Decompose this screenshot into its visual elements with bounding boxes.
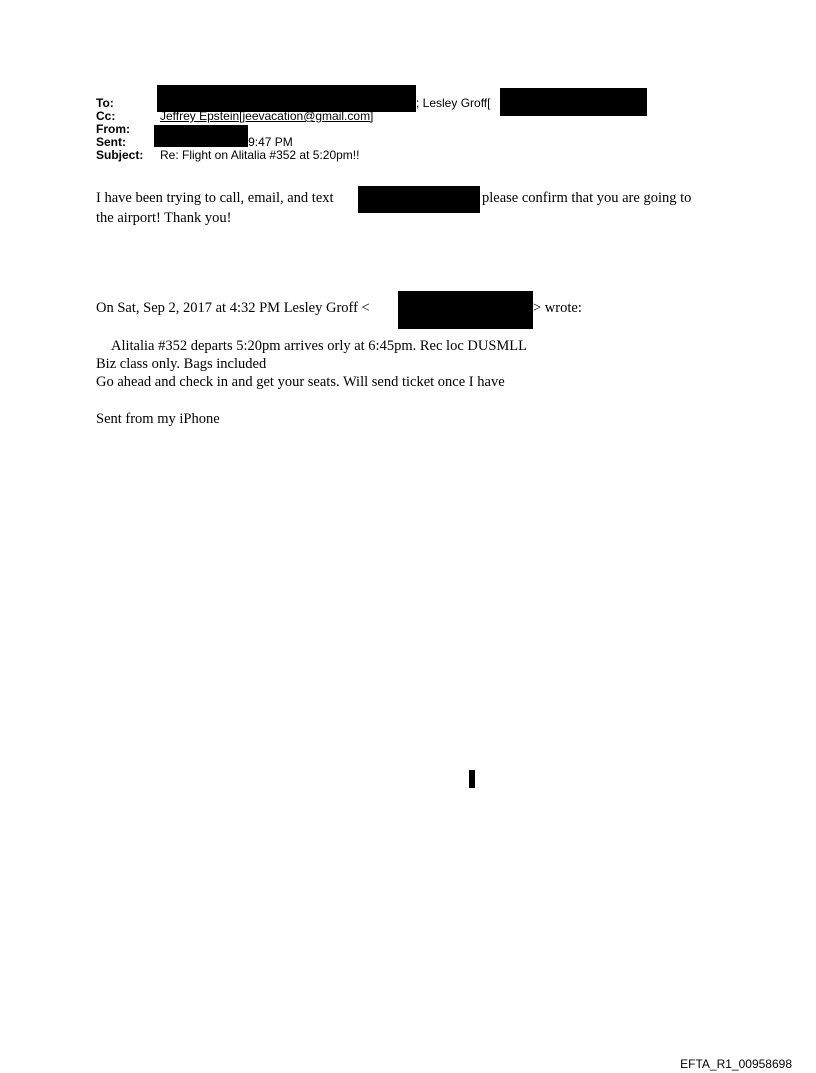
- redaction-to-secondary: [500, 88, 647, 116]
- redaction-body: [358, 186, 480, 213]
- quoted-intro: [96, 299, 370, 317]
- body-line-2: the airport! Thank you!: [96, 210, 232, 226]
- redaction-to-primary: [157, 85, 416, 112]
- to-label: To:: [96, 96, 114, 110]
- body-line-1: [96, 189, 334, 207]
- quoted-line-3: Go ahead and check in and get your seats. Will send ticket once I have: [96, 374, 505, 390]
- to-value-suffix: ; Lesley Groff[: [416, 96, 491, 110]
- subject-label: Subject:: [96, 148, 144, 162]
- subject-value: Re: Flight on Alitalia #352 at 5:20pm!!: [160, 148, 360, 162]
- sent-value: Sat 9/2/2017 2:09:47 PM: [160, 135, 293, 149]
- body-line-1-after: please confirm that you are going to: [482, 190, 692, 206]
- quoted-line-1: Alitalia #352 departs 5:20pm arrives orly at 6:45pm. Rec loc DUSMLL: [111, 338, 527, 354]
- sent-label: Sent:: [96, 135, 126, 149]
- redaction-quoted-email: [398, 291, 533, 329]
- body-line-1-before: I have been trying to call, email, and text: [96, 190, 334, 206]
- from-label: From:: [96, 122, 130, 136]
- document-id: EFTA_R1_00958698: [680, 1057, 792, 1071]
- redaction-mark-small: [469, 770, 475, 788]
- quoted-intro-before: On Sat, Sep 2, 2017 at 4:32 PM Lesley Groff <: [96, 300, 370, 316]
- quoted-signature: Sent from my iPhone: [96, 411, 220, 427]
- cc-value: Jeffrey Epstein[jeevacation@gmail.com]: [160, 109, 374, 123]
- quoted-line-2: Biz class only. Bags included: [96, 356, 267, 372]
- cc-label: Cc:: [96, 109, 116, 123]
- quoted-intro-after: > wrote:: [533, 300, 582, 316]
